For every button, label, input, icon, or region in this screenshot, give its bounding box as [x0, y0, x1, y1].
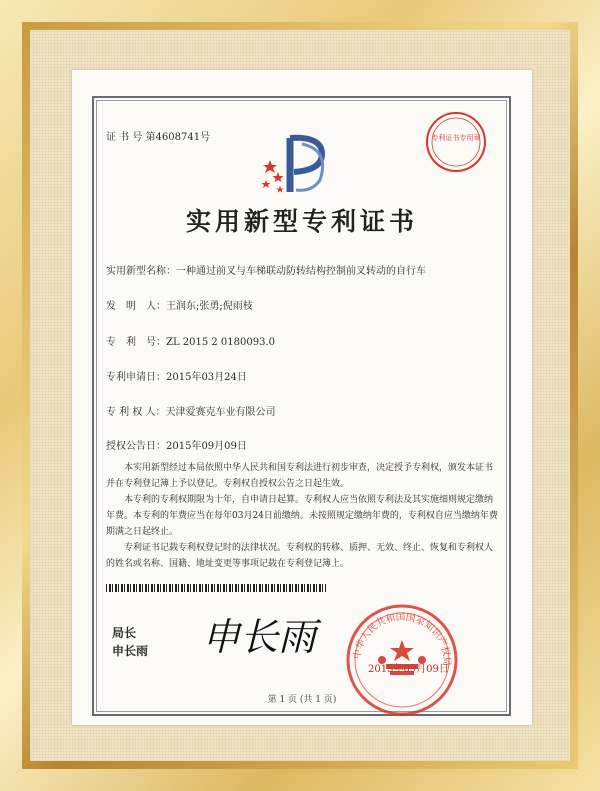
director-name: 申长雨	[112, 644, 149, 658]
patent-office-logo-icon	[260, 130, 340, 200]
certificate-paper	[72, 70, 532, 725]
field-label: 实用新型名称：	[106, 266, 176, 277]
field-value: 天津爱赛克车业有限公司	[165, 407, 276, 418]
field-label: 专 利 权 人：	[106, 407, 166, 418]
field-label: 授权公告日：	[106, 441, 166, 452]
field-label: 专利申请日：	[106, 372, 166, 383]
seal-date: 2015年09月09日	[368, 664, 449, 675]
field-value: 一种通过前叉与车梯联动防转结构控制前叉转动的自行车	[176, 266, 426, 277]
field-value: 2015年03月24日	[166, 372, 247, 383]
field-application-date	[106, 368, 247, 383]
director-title: 局长	[112, 626, 137, 640]
field-name	[106, 262, 426, 277]
field-label: 专 利 号：	[106, 337, 166, 348]
signature-text: 申长雨	[202, 615, 317, 659]
paragraph-3: 专利证书记载专利权登记时的法律状况。专利权的转移、质押、无效、终止、恢复和专利权人的姓名或名称、国籍、地址变更等事项记载在专利登记簿上。	[106, 543, 494, 569]
small-seal-text: 专利证书专用章	[431, 134, 481, 142]
field-patent-number	[106, 333, 275, 348]
field-grant-date	[106, 437, 247, 452]
small-seal-icon	[424, 110, 488, 174]
field-patentee	[106, 403, 276, 418]
paragraph-1: 本实用新型经过本局依照中华人民共和国专利法进行初步审查，决定授予专利权，颁发本证书并在专利登记簿上予以登记。专利权自授权公告之日起生效。	[106, 463, 494, 489]
field-value: 王润东;张勇;倪雨枝	[166, 301, 253, 312]
field-label: 发 明 人：	[106, 301, 166, 312]
barcode	[106, 584, 326, 592]
director-signature-icon	[192, 600, 332, 670]
certificate-title: 实用新型专利证书	[185, 207, 418, 236]
paragraph-2: 本专利的专利权期限为十年，自申请日起算。专利权人应当依照专利法及其实施细则规定缴纳年费。本专利的年费应当在每年03月24日前缴纳。未按照规定缴纳年费的，专利权自应当缴纳年费期满之日起终止。	[106, 495, 498, 537]
field-inventors	[106, 297, 253, 312]
page-footer: 第 1 页 (共 1 页)	[267, 695, 337, 705]
big-seal-text: 中华人民共和国国家知识产权局	[351, 611, 453, 667]
field-value: 2015年09月09日	[166, 441, 247, 452]
certificate-number: 证 书 号 第4608741号	[106, 132, 211, 143]
field-value: ZL 2015 2 0180093.0	[166, 337, 276, 348]
